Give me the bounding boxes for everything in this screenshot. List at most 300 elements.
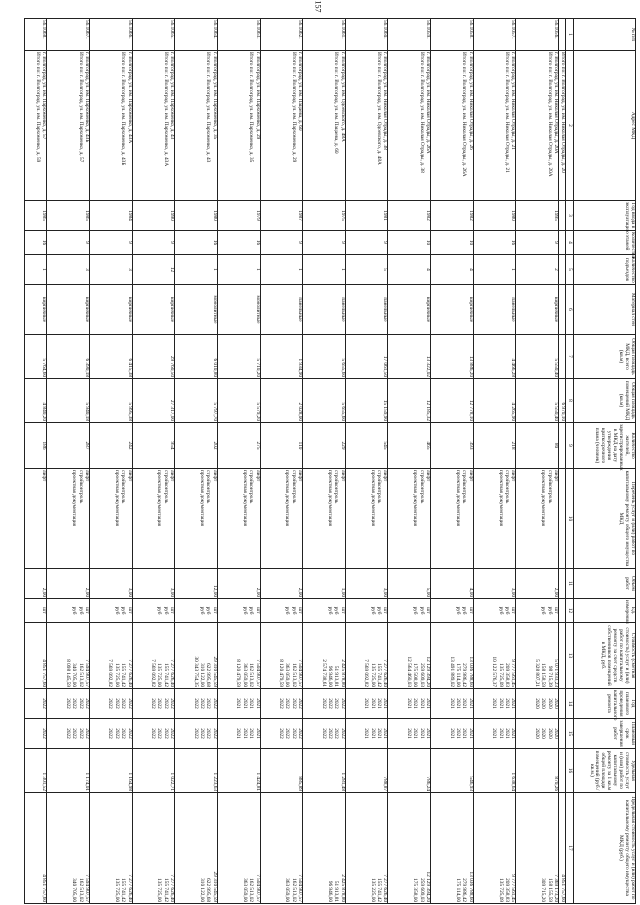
row-years-line: 2022 xyxy=(199,698,206,709)
total-label: Итого по: г. Волгоград, ул. им. Пархоменко, д. 29 xyxy=(290,52,297,163)
row-end-years-line: 2022 xyxy=(83,728,90,739)
column-header: № п/п xyxy=(574,19,636,51)
row-costs-line: 162 513,02 xyxy=(248,663,255,687)
row-area-rooms: 2 028,00 xyxy=(260,379,303,423)
row-limit-costs xyxy=(345,793,388,904)
address-line: г. Волгоград, ул. им. Пархоменко, д. 35 xyxy=(211,52,218,140)
row-end-years xyxy=(260,719,303,749)
row-works-line: лифт xyxy=(126,470,133,482)
row-number: 56.1062. xyxy=(260,19,303,51)
row-limit-costs-line: 310 122,00 xyxy=(199,878,206,902)
row-costs-line: 7 569 092,82 xyxy=(150,659,157,687)
row-end-years xyxy=(345,719,388,749)
row-units-line: шт xyxy=(126,607,133,614)
row-number: 56.1058. xyxy=(431,19,474,51)
row-costs-line: 155 741,42 xyxy=(120,663,127,687)
row-end-years-line: 2022 xyxy=(211,728,218,739)
row-number: 56.1061. xyxy=(303,19,346,51)
column-header: Общая площадь помещений МКД (кв.м) xyxy=(574,379,636,423)
row-years-line: 2021 xyxy=(369,698,376,709)
row-specific-cost: 1 174,01 xyxy=(47,749,90,793)
row-volume: 2,00 xyxy=(47,569,90,599)
row-costs-line: 363 059,00 xyxy=(284,663,291,687)
row-works-line: проектная документация xyxy=(241,470,248,527)
row-costs-line: 259 609,03 xyxy=(418,663,425,687)
column-header: Удельная стоимость услуг и (или) работ по капитальному ремонту за 1 кв.м общей площади помещений (руб./кв.м.) xyxy=(574,749,636,793)
row-specific-cost: 870,26 xyxy=(516,749,559,793)
row-address xyxy=(217,51,260,201)
row-years xyxy=(47,689,90,719)
row-limit-costs-line: 7 504 907,57 xyxy=(297,874,304,902)
row-limit-costs-line: 12 129 394,20 xyxy=(425,871,432,902)
row-years-line: 2021 xyxy=(461,698,468,709)
row-costs-line: 158 158,59 xyxy=(540,663,547,687)
row-residents: 202 xyxy=(175,423,218,469)
row-number: 56.1063. xyxy=(217,19,260,51)
row-units-line: руб xyxy=(199,606,206,615)
row-limit-costs-line: 7 594 907,57 xyxy=(83,874,90,902)
row-costs-line: 5 071 933,23 xyxy=(553,659,559,687)
row-works xyxy=(516,469,559,569)
row-years-line: 2021 xyxy=(503,698,510,709)
row-costs-line: 7 277 626,40 xyxy=(169,659,176,687)
row-limit-costs xyxy=(89,793,132,904)
row-works-line: проектная документация xyxy=(71,470,78,527)
row-area-rooms: 5 797,70 xyxy=(175,379,218,423)
row-area-rooms: 12 778,10 xyxy=(431,379,474,423)
row-end-years-line: 2021 xyxy=(248,728,255,739)
row-end-years-line: 2021 xyxy=(491,728,498,739)
row-works-line: лифт xyxy=(169,470,176,482)
row-wall-material: кирпичные xyxy=(25,285,47,335)
table-row xyxy=(431,19,474,904)
row-limit-costs-line: 162 513,02 xyxy=(77,878,84,902)
row-end-years xyxy=(388,719,431,749)
row-works-line: лифт xyxy=(339,470,346,482)
row-end-years-line: 2022 xyxy=(77,728,84,739)
row-units-line: руб xyxy=(454,606,461,615)
row-works-line: лифт xyxy=(382,470,389,482)
row-costs-line: 13 491 889,02 xyxy=(448,656,455,687)
row-end-years-line: 2021 xyxy=(369,728,376,739)
table-row xyxy=(516,19,559,904)
row-costs-line: 622 995,68 xyxy=(205,663,212,687)
row-years-line: 2022 xyxy=(41,698,48,709)
row-limit-costs xyxy=(217,793,260,904)
row-costs-line: 96 946,00 xyxy=(327,665,334,687)
column-number: 16 xyxy=(566,749,574,793)
address-line: г. Волгоград, ул. им. Пацаева, д. 60 xyxy=(297,52,304,131)
row-wall-material: кирпичные xyxy=(132,285,175,335)
row-units-line: руб xyxy=(156,606,163,615)
row-years-line: 2022 xyxy=(64,698,71,709)
row-works-line: проектная документация xyxy=(412,470,419,527)
row-end-years-line: 2021 xyxy=(418,728,425,739)
row-end-years-line: 2021 xyxy=(454,728,461,739)
row-area-total: 5 710,20 xyxy=(217,335,260,379)
row-end-years-line: 2021 xyxy=(376,728,383,739)
row-specific-cost: 1 022,71 xyxy=(132,749,175,793)
row-units-line: руб xyxy=(162,606,169,615)
row-units-line: руб xyxy=(503,606,510,615)
row-end-years-line: 2021 xyxy=(235,728,242,739)
row-costs-line: 155 741,42 xyxy=(376,663,383,687)
row-number: 56.1068. xyxy=(25,19,47,51)
row-floors: 9 xyxy=(260,231,303,255)
row-costs-line: 209 358,83 xyxy=(503,663,510,687)
row-works-line: стройконтроль xyxy=(248,470,255,504)
row-limit-costs-line: 279 986,42 xyxy=(461,878,468,902)
row-costs xyxy=(388,623,431,689)
row-specific-cost: 546,93 xyxy=(431,749,474,793)
column-header: Год планового проведения капитального ремонта xyxy=(574,689,636,719)
row-units xyxy=(175,599,218,623)
row-address xyxy=(431,51,474,201)
row-costs-line: 135 725,00 xyxy=(113,663,120,687)
row-wall-material: кирпичные xyxy=(89,285,132,335)
row-end-years xyxy=(89,719,132,749)
total-label: Итого по: г. Волгоград, ул. им. Николая Отрады, д. 21 xyxy=(503,52,510,173)
row-year: 1980 xyxy=(473,201,516,231)
row-limit-costs-line: 209 358,83 xyxy=(503,878,510,902)
row-costs-line: 12 564 460,03 xyxy=(405,656,412,687)
column-number: 4 xyxy=(566,231,574,255)
row-units-line: шт xyxy=(169,607,176,614)
row-number: 56.1060. xyxy=(345,19,388,51)
row-years-line: 2022 xyxy=(284,698,291,709)
row-area-rooms: 4 265,90 xyxy=(473,379,516,423)
table-body xyxy=(25,19,566,904)
row-end-years-line: 2022 xyxy=(284,728,291,739)
row-costs-line: 155 741,42 xyxy=(162,663,169,687)
row-wall-material: панельные xyxy=(303,285,346,335)
row-years-line: 2022 xyxy=(83,698,90,709)
table-row xyxy=(473,19,516,904)
row-area-total: 5 550,40 xyxy=(516,335,559,379)
table-row xyxy=(388,19,431,904)
row-area-total: 17 061,50 xyxy=(345,335,388,379)
row-units-line: руб xyxy=(327,606,334,615)
row-units-line: руб xyxy=(71,606,78,615)
row-residents: 287 xyxy=(47,423,90,469)
row-costs-line: 4 851 757,60 xyxy=(41,659,48,687)
column-header: Стоимость (сметная стоимость) услуг и (или) работ по капитальному ремонту за счет средств собственников помещений в МКД, руб. xyxy=(574,623,636,689)
row-area-total: 5 655,60 xyxy=(303,335,346,379)
column-header: Год ввода в эксплуатацию xyxy=(574,201,636,231)
row-costs-line: 2 574 738,61 xyxy=(320,659,327,687)
row-units xyxy=(260,599,303,623)
row-area-rooms: 5 995,38 xyxy=(89,379,132,423)
first-total-area: 6 970,10 xyxy=(559,379,566,423)
row-works-line: проектная документация xyxy=(327,470,334,527)
row-address xyxy=(132,51,175,201)
row-volume: 3,00 xyxy=(345,569,388,599)
row-wall-material: кирпичные xyxy=(47,285,90,335)
row-limit-costs-line: 135 225,00 xyxy=(369,878,376,902)
row-area-rooms: 27 317,00 xyxy=(132,379,175,423)
row-costs-line: 7 569 092,82 xyxy=(363,659,370,687)
row-years-line: 2020 xyxy=(546,698,553,709)
row-year: 1984 xyxy=(89,201,132,231)
table-row xyxy=(217,19,260,904)
row-years-line: 2022 xyxy=(277,698,284,709)
row-years xyxy=(516,689,559,719)
rotated-register-table-container xyxy=(24,18,636,903)
row-end-years-line: 2021 xyxy=(425,728,432,739)
row-costs-line: 8 120 479,59 xyxy=(277,659,284,687)
row-floors: 9 xyxy=(516,231,559,255)
row-number: 56.1067. xyxy=(47,19,90,51)
row-years-line: 2021 xyxy=(448,698,455,709)
row-entrances: 3 xyxy=(47,255,90,285)
row-residents: 229 xyxy=(303,423,346,469)
row-limit-costs-line: 363 059,00 xyxy=(284,878,291,902)
row-specific-cost: 885,89 xyxy=(260,749,303,793)
row-costs-line: 7 504 907,57 xyxy=(254,659,261,687)
table-row xyxy=(345,19,388,904)
row-units-line: руб xyxy=(412,606,419,615)
row-specific-cost: 788,87 xyxy=(345,749,388,793)
row-floors: 16 xyxy=(217,231,260,255)
row-units-line: руб xyxy=(284,606,291,615)
row-costs-line: 8 120 479,59 xyxy=(235,659,242,687)
row-years-line: 2022 xyxy=(211,698,218,709)
column-number: 6 xyxy=(566,285,574,335)
row-units xyxy=(303,599,346,623)
row-end-years-line: 2021 xyxy=(382,728,389,739)
column-header: Количество этажей xyxy=(574,231,636,255)
row-limit-costs-line: 9 777 561,45 xyxy=(510,874,517,902)
row-end-years-line: 2022 xyxy=(333,728,340,739)
row-end-years-line: 2022 xyxy=(290,728,297,739)
row-area-total: 4 466,28 xyxy=(473,335,516,379)
row-wall-material: кирпичные xyxy=(516,285,559,335)
row-units-line: руб xyxy=(205,606,212,615)
row-limit-costs xyxy=(303,793,346,904)
row-wall-material: панельные xyxy=(473,285,516,335)
row-costs-line: 51 913,81 xyxy=(333,665,340,687)
row-address xyxy=(388,51,431,201)
row-costs-line: 98 715,39 xyxy=(546,665,553,687)
row-wall-material: монолитные xyxy=(175,285,218,335)
row-costs-line: 175 508,00 xyxy=(412,663,419,687)
row-costs-line: 310 122,00 xyxy=(199,663,206,687)
row-years-line: 2022 xyxy=(107,698,114,709)
row-end-years-line: 2022 xyxy=(41,728,48,739)
row-units-line: шт xyxy=(425,607,432,614)
row-end-years xyxy=(132,719,175,749)
row-units-line: руб xyxy=(369,606,376,615)
row-works-line: стройконтроль xyxy=(461,470,468,504)
row-works xyxy=(473,469,516,569)
row-limit-costs-line: 7 277 626,40 xyxy=(382,874,389,902)
row-works xyxy=(47,469,90,569)
row-units-line: шт xyxy=(339,607,346,614)
row-units-line: шт xyxy=(467,607,474,614)
address-line: г. Волгоград, ул. им. Пархоменко, д. 43А xyxy=(126,52,133,144)
row-limit-costs-line: 51 913,81 xyxy=(333,880,340,902)
column-number: 8 xyxy=(566,379,574,423)
row-limit-costs-line: 259 609,03 xyxy=(418,878,425,902)
row-units-line: шт xyxy=(510,607,517,614)
total-label: Итого по: г. Волгоград, ул. им. Пархоменко, д. 43Б xyxy=(120,52,127,166)
address-line: г. Волгоград, ул. им. Пархоменко, д. 43 xyxy=(169,52,176,140)
table-row xyxy=(260,19,303,904)
row-year: 1995 xyxy=(516,201,559,231)
row-volume: 2,00 xyxy=(516,569,559,599)
row-limit-costs-line: 7 277 626,40 xyxy=(126,874,133,902)
row-end-years-line: 2020 xyxy=(553,728,559,739)
row-area-total: 1 934,90 xyxy=(260,335,303,379)
row-costs-line: 162 513,02 xyxy=(290,663,297,687)
row-floors: 10 xyxy=(388,231,431,255)
row-year: 1987 xyxy=(260,201,303,231)
row-works-line: стройконтроль xyxy=(120,470,127,504)
row-address xyxy=(89,51,132,201)
row-end-years xyxy=(473,719,516,749)
row-end-years-line: 2020 xyxy=(546,728,553,739)
row-works xyxy=(89,469,132,569)
row-limit-costs xyxy=(260,793,303,904)
row-units-line: шт xyxy=(553,607,559,614)
row-year: 1990 xyxy=(132,201,175,231)
address-line: г. Волгоград, ул. им. Пархоменко, д. 43Б xyxy=(83,52,90,143)
row-area-rooms: 5 655,60 xyxy=(303,379,346,423)
row-works-line: лифт xyxy=(425,470,432,482)
row-costs-line: 7 594 907,57 xyxy=(83,659,90,687)
row-address xyxy=(175,51,218,201)
table-row xyxy=(175,19,218,904)
row-costs xyxy=(303,623,346,689)
row-residents: 218 xyxy=(473,423,516,469)
row-costs xyxy=(431,623,474,689)
row-end-years-line: 2021 xyxy=(363,728,370,739)
row-costs-line: 8 098 145,59 xyxy=(64,659,71,687)
row-year: 1975 xyxy=(303,201,346,231)
row-units xyxy=(345,599,388,623)
row-area-total: 13 886,20 xyxy=(431,335,474,379)
row-years-line: 2021 xyxy=(491,698,498,709)
row-limit-costs-line: 309 715,20 xyxy=(540,878,547,902)
column-header: Адрес МКД xyxy=(574,51,636,201)
row-costs-line: 9 777 561,45 xyxy=(510,659,517,687)
row-floors: 9 xyxy=(47,231,90,255)
row-years xyxy=(260,689,303,719)
row-floors: 16 xyxy=(473,231,516,255)
first-total-row xyxy=(559,19,566,904)
row-end-years-line: 2022 xyxy=(71,728,78,739)
row-costs-line: 12 129 394,20 xyxy=(425,656,432,687)
row-address xyxy=(516,51,559,201)
row-units xyxy=(47,599,90,623)
row-number: 56.1059. xyxy=(388,19,431,51)
row-wall-material: кирпичные xyxy=(431,285,474,335)
row-limit-costs-line: 29 310 545,59 xyxy=(211,871,218,902)
row-end-years xyxy=(217,719,260,749)
row-specific-cost: 1 301,52 xyxy=(25,749,47,793)
row-works-line: стройконтроль xyxy=(418,470,425,504)
row-works-line: проектная документация xyxy=(369,470,376,527)
row-entrances: 12 xyxy=(132,255,175,285)
row-end-years-line: 2022 xyxy=(297,728,304,739)
row-years-line: 2022 xyxy=(120,698,127,709)
row-years-line: 2022 xyxy=(113,698,120,709)
row-years xyxy=(25,689,47,719)
row-end-years-line: 2022 xyxy=(199,728,206,739)
row-entrances: 3 xyxy=(89,255,132,285)
row-years-line: 2022 xyxy=(169,698,176,709)
row-entrances: 1 xyxy=(217,255,260,285)
row-volume: 3,00 xyxy=(473,569,516,599)
row-years-line: 2020 xyxy=(540,698,547,709)
row-entrances: 1 xyxy=(303,255,346,285)
row-address xyxy=(25,51,47,201)
row-years xyxy=(175,689,218,719)
row-volume: 1,00 xyxy=(303,569,346,599)
row-works-line: стройконтроль xyxy=(290,470,297,504)
row-costs xyxy=(89,623,132,689)
row-units-line: руб xyxy=(497,606,504,615)
row-years-line: 2022 xyxy=(205,698,212,709)
row-end-years-line: 2022 xyxy=(169,728,176,739)
column-number: 14 xyxy=(566,689,574,719)
row-end-years-line: 2020 xyxy=(540,728,547,739)
column-header: Ед. измерения xyxy=(574,599,636,623)
row-years-line: 2022 xyxy=(327,698,334,709)
column-number: 1 xyxy=(566,19,574,51)
address-line: г. Волгоград, ул. им. Николая Отрады, д. 26А xyxy=(425,52,432,154)
row-limit-costs-line: 4 851 757,60 xyxy=(41,874,48,902)
row-end-years-line: 2021 xyxy=(405,728,412,739)
row-residents: 186 xyxy=(25,423,47,469)
row-end-years xyxy=(175,719,218,749)
row-years-line: 2021 xyxy=(241,698,248,709)
row-years-line: 2022 xyxy=(333,698,340,709)
row-entrances: 4 xyxy=(388,255,431,285)
row-costs-line: 29 310 545,59 xyxy=(211,656,218,687)
row-units xyxy=(132,599,175,623)
row-year: 1982 xyxy=(431,201,474,231)
row-address xyxy=(345,51,388,201)
row-years-line: 2022 xyxy=(297,698,304,709)
page-number: 157 xyxy=(313,0,323,13)
total-label: Итого по: г. Волгоград, ул. им. Николая Отрады, д. 38 xyxy=(418,52,425,173)
first-total-label: Итого по: г. Волгоград, ул. им. Николая Отрады, д. 20 xyxy=(559,51,566,201)
row-costs-line: 13 036 788,60 xyxy=(467,656,474,687)
row-end-years-line: 2022 xyxy=(150,728,157,739)
row-works-line: лифт xyxy=(510,470,517,482)
row-works xyxy=(25,469,47,569)
row-end-years-line: 2022 xyxy=(320,728,327,739)
row-units xyxy=(217,599,260,623)
row-years-line: 2021 xyxy=(418,698,425,709)
row-units-line: руб xyxy=(546,606,553,615)
row-end-years-line: 2021 xyxy=(467,728,474,739)
row-units-line: руб xyxy=(376,606,383,615)
row-limit-costs xyxy=(47,793,90,904)
row-costs-line: 135 725,00 xyxy=(156,663,163,687)
row-years-line: 2022 xyxy=(290,698,297,709)
row-limit-costs xyxy=(473,793,516,904)
row-end-years-line: 2022 xyxy=(277,728,284,739)
first-total-cost: 4 851 757,60 xyxy=(559,793,566,904)
row-works xyxy=(431,469,474,569)
row-years-line: 2022 xyxy=(192,698,199,709)
row-limit-costs xyxy=(132,793,175,904)
row-end-years xyxy=(516,719,559,749)
row-end-years-line: 2021 xyxy=(448,728,455,739)
row-limit-costs xyxy=(175,793,218,904)
